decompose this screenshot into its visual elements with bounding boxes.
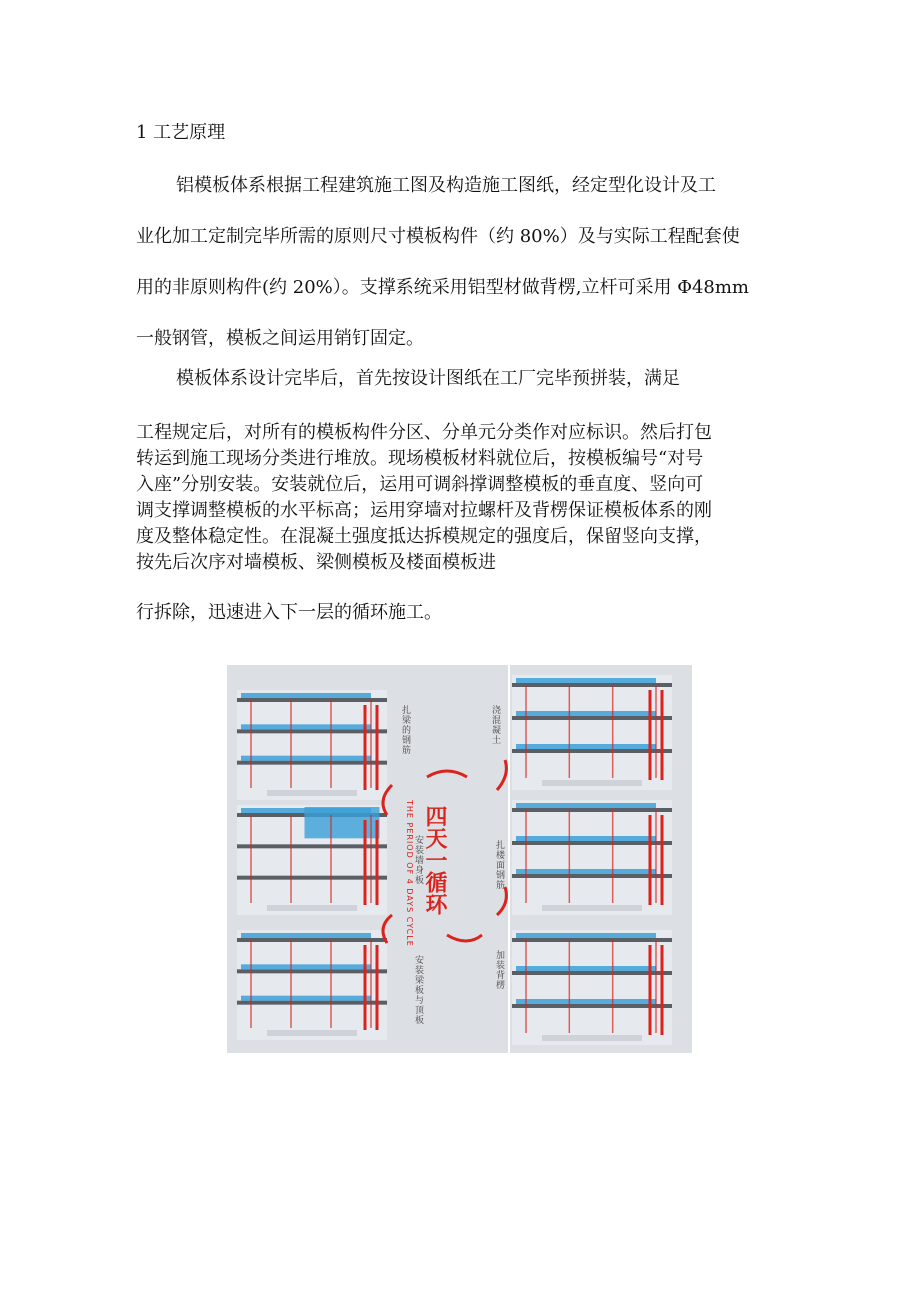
paragraph-2-line: 转运到施工现场分类进行堆放。现场模板材料就位后，按模板编号“对号 bbox=[136, 448, 704, 469]
step-label-tie-floor-rebar: 扎楼面钢筋 bbox=[494, 840, 504, 890]
formwork-strip bbox=[516, 678, 656, 683]
cycle-subtitle: THE PERIOD OF 4 DAYS CYCLE bbox=[405, 800, 414, 947]
figure-divider bbox=[508, 665, 510, 1053]
building-panel bbox=[512, 675, 672, 790]
paragraph-2 bbox=[136, 420, 788, 576]
step-label-pour-concrete: 浇混凝土 bbox=[490, 705, 500, 745]
formwork-strip bbox=[516, 711, 656, 716]
cycle-title: 四天一循环 bbox=[422, 805, 447, 915]
step-label-install-wall-forms: 安装墙身板 bbox=[413, 835, 423, 885]
floor-slab bbox=[512, 716, 672, 720]
formwork-strip bbox=[516, 999, 656, 1004]
step-label-add-backing: 加装背楞 bbox=[494, 950, 504, 990]
step-label-install-beam-slab: 安装梁板与顶板 bbox=[413, 955, 423, 1025]
formwork-strip bbox=[516, 869, 656, 874]
floor-slab bbox=[512, 749, 672, 753]
cycle-arrow bbox=[447, 935, 482, 941]
floor-slab bbox=[512, 808, 672, 812]
paragraph-3: 行拆除，迅速进入下一层的循环施工。 bbox=[136, 602, 442, 623]
caption-strip bbox=[542, 780, 642, 786]
caption-strip bbox=[542, 1035, 642, 1041]
section-heading: 1 工艺原理 bbox=[136, 122, 226, 143]
paragraph-2-line: 度及整体稳定性。在混凝土强度抵达拆模规定的强度后，保留竖向支撑， bbox=[136, 526, 712, 547]
paragraph-1-line: 业化加工定制完毕所需的原则尺寸模板构件（约 80%）及与实际工程配套使 bbox=[136, 226, 740, 247]
formwork-strip bbox=[516, 744, 656, 749]
paragraph-2-line: 调支撑调整模板的水平标高；运用穿墙对拉螺杆及背楞保证模板体系的刚 bbox=[136, 500, 712, 521]
formwork-strip bbox=[516, 933, 656, 938]
building-panel bbox=[512, 800, 672, 915]
wall-formwork-block bbox=[305, 807, 380, 838]
construction-cycle-figure bbox=[227, 665, 692, 1053]
floor-slab bbox=[512, 841, 672, 845]
cycle-diagram bbox=[227, 665, 692, 1053]
formwork-strip bbox=[241, 693, 371, 698]
step-label-tie-beam-rebar: 扎梁的钢筋 bbox=[400, 705, 410, 755]
caption-strip bbox=[542, 905, 642, 911]
formwork-strip bbox=[241, 996, 371, 1001]
floor-slab bbox=[237, 698, 387, 702]
cycle-arrow bbox=[427, 771, 467, 777]
formwork-strip bbox=[241, 756, 371, 761]
floor-slab bbox=[237, 938, 387, 942]
floor-slab bbox=[512, 971, 672, 975]
paragraph-2-line: 工程规定后，对所有的模板构件分区、分单元分类作对应标识。然后打包 bbox=[136, 422, 712, 443]
floor-slab bbox=[512, 874, 672, 878]
formwork-strip bbox=[516, 803, 656, 808]
floor-slab bbox=[512, 683, 672, 687]
caption-strip bbox=[267, 1030, 357, 1036]
caption-strip bbox=[267, 790, 357, 796]
cycle-arrow bbox=[383, 915, 392, 943]
formwork-strip bbox=[241, 724, 371, 729]
caption-strip bbox=[267, 905, 357, 911]
cycle-arrow bbox=[497, 887, 506, 915]
paragraph-1-line: 铝模板体系根据工程建筑施工图及构造施工图纸，经定型化设计及工 bbox=[176, 175, 716, 196]
paragraph-2-first-line: 模板体系设计完毕后，首先按设计图纸在工厂完毕预拼装，满足 bbox=[176, 368, 680, 389]
floor-slab bbox=[512, 938, 672, 942]
formwork-strip bbox=[516, 836, 656, 841]
formwork-strip bbox=[516, 966, 656, 971]
building-panel bbox=[512, 930, 672, 1045]
floor-slab bbox=[512, 1004, 672, 1008]
formwork-strip bbox=[241, 964, 371, 969]
cycle-arrow bbox=[497, 760, 506, 790]
paragraph-1-line: 一般钢管，模板之间运用销钉固定。 bbox=[136, 328, 424, 349]
paragraph-1-line: 用的非原则构件(约 20%）。支撑系统采用铝型材做背楞,立杆可采用 Φ48mm bbox=[136, 277, 749, 298]
paragraph-2-line: 按先后次序对墙模板、梁侧模板及楼面模板进 bbox=[136, 552, 496, 573]
formwork-strip bbox=[241, 933, 371, 938]
paragraph-1 bbox=[136, 160, 788, 364]
paragraph-2-line: 入座”分别安装。安装就位后，运用可调斜撑调整模板的垂直度、竖向可 bbox=[136, 474, 704, 495]
